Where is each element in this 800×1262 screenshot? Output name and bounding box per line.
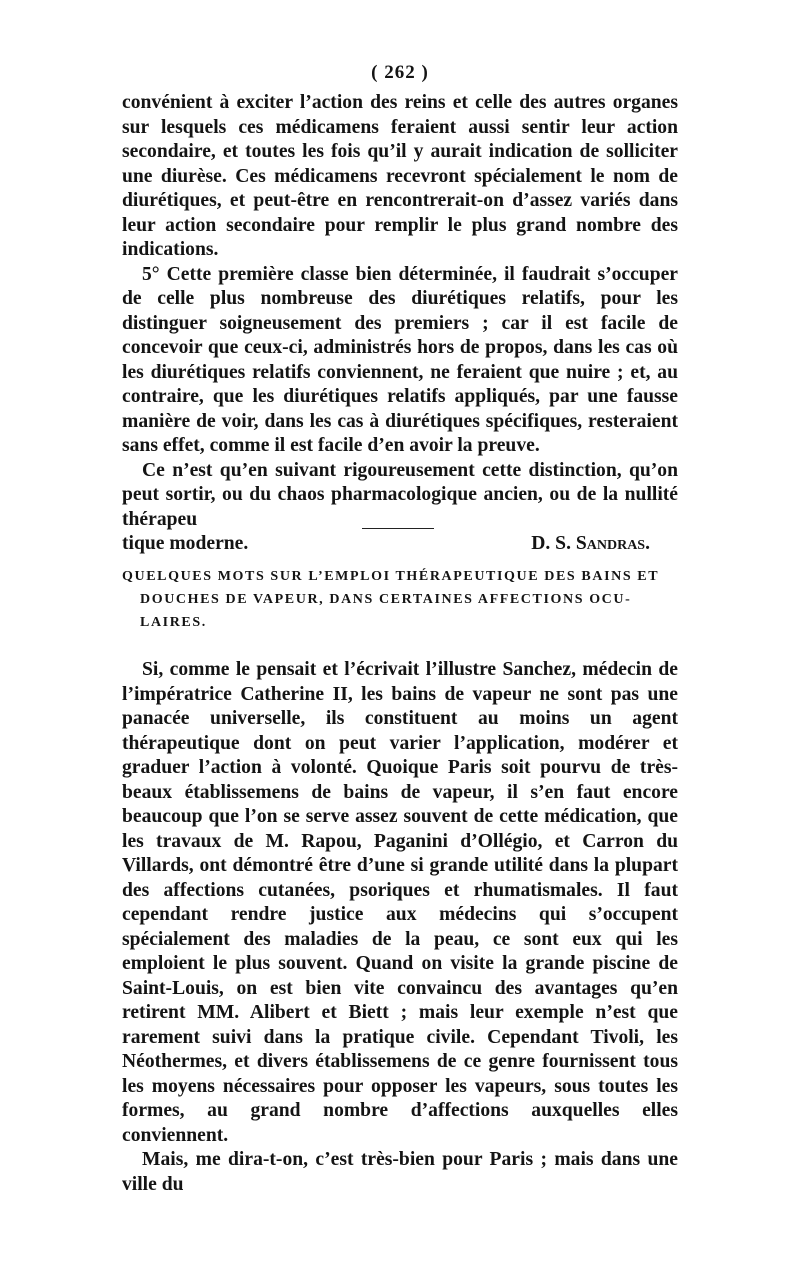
conclusion-text: Ce n’est qu’en suivant rigoureusement cette distinction, qu’on peut sortir, ou du chaos pharmacologique ancien, ou de la nullité thérapeu	[122, 459, 678, 530]
paragraph-continued: convénient à exciter l’action des reins et celle des autres organes sur lesquels ces médicamens feraient aussi sentir leur action secondaire, et toutes les fois qu’il y aurait indication de solliciter une diurèse. Ces médicamens recevront spécialement le nom de diurétiques, et peut-être en rencontrerait-on d’assez variés dans leur action secondaire pour remplir le plus grand nombre des indications.	[122, 92, 678, 260]
author-signature: D. S. Sandras.	[531, 533, 650, 554]
heading-line-3: LAIRES.	[140, 615, 207, 630]
article-body	[122, 658, 678, 1197]
paragraph-conclusion	[122, 459, 678, 533]
page-number: ( 262 )	[371, 62, 429, 83]
signature-line	[122, 532, 678, 557]
heading-line-2: DOUCHES DE VAPEUR, DANS CERTAINES AFFECTIONS OCU-	[140, 592, 632, 607]
paragraph-fifth-point: 5° Cette première classe bien déterminée, il faudrait s’occuper de celle plus nombreuse des diurétiques relatifs, pour les distinguer soigneusement des premiers ; car il est facile de concevoir que ceux-ci, administrés hors de propos, dans les cas où les diurétiques relatifs conviennent, ne feraient que nuire ; et, au contraire, que les diurétiques relatifs appliqués, par une fausse manière de voir, dans les cas à diurétiques spécifiques, resteraient sans effet, comme il est facile d’en avoir la preuve.	[122, 263, 678, 456]
previous-article-text	[122, 91, 678, 557]
article-heading	[122, 565, 680, 634]
article-paragraph-2: Mais, me dira-t-on, c’est très-bien pour Paris ; mais dans une ville du	[122, 1149, 678, 1195]
signature-line-text: tique moderne.	[122, 533, 249, 554]
section-divider	[362, 528, 434, 529]
article-paragraph-1: Si, comme le pensait et l’écrivait l’illustre Sanchez, médecin de l’impératrice Catherine II, les bains de vapeur ne sont pas une panacée universelle, ils constituent au moins un agent thérapeutique dont on peut varier l’application, modérer et graduer l’action à volonté. Quoique Paris soit pourvu de très-beaux établissemens de bains de vapeur, il s’en faut encore beaucoup que l’on se serve assez souvent de cette médication, que les travaux de M. Rapou, Paganini d’Ollégio, et Carron du Villards, ont démontré être d’une si grande utilité dans la plupart des affections cutanées, psoriques et rhumatismales. Il faut cependant rendre justice aux médecins qui s’occupent spécialement des maladies de la peau, ce sont eux qui les emploient le plus souvent. Quand on visite la grande piscine de Saint-Louis, on est bien vite convaincu des avantages qu’en retirent MM. Alibert et Biett ; mais leur exemple n’est que rarement suivi dans la pratique civile. Cependant Tivoli, les Néothermes, et divers établissemens de ce genre fournissent tous les moyens nécessaires pour opposer les vapeurs, sous toutes les formes, au grand nombre d’affections auxquelles elles conviennent.	[122, 659, 678, 1146]
heading-line-1: QUELQUES MOTS SUR L’EMPLOI THÉRAPEUTIQUE DES BAINS ET	[122, 569, 660, 584]
